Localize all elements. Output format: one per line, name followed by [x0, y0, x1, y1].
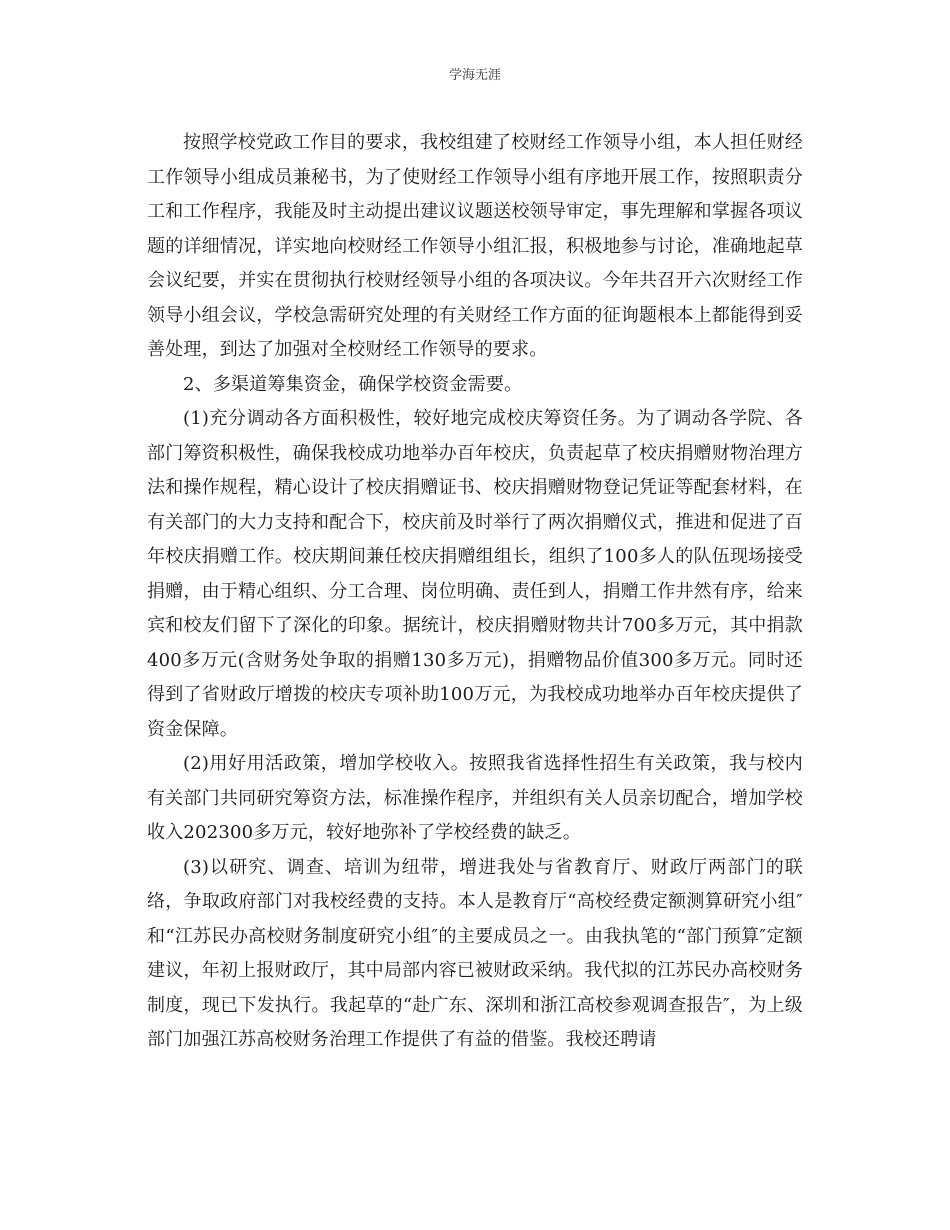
paragraph-anniversary-fundraising: (1)充分调动各方面积极性，较好地完成校庆筹资任务。为了调动各学院、各部门筹资积极性，确保我校成功地举办百年校庆，负责起草了校庆捐赠财物治理方法和操作规程，精心设计了校庆捐赠证书、校庆捐赠财物登记凭证等配套材料，在有关部门的大力支持和配合下，校庆前及时举行了两次捐赠仪式，推进和促进了百年校庆捐赠工作。校庆期间兼任校庆捐赠组组长，组织了100多人的队伍现场接受捐赠，由于精心组织、分工合理、岗位明确、责任到人，捐赠工作井然有序，给来宾和校友们留下了深化的印象。据统计，校庆捐赠财物共计700多万元，其中捐款400多万元(含财务处争取的捐赠130多万元)，捐赠物品价值300多万元。同时还得到了省财政厅增拨的校庆专项补助100万元，为我校成功地举办百年校庆提供了资金保障。: [147, 408, 803, 740]
paragraph-fundraising-heading: 2、多渠道筹集资金，确保学校资金需要。: [183, 373, 523, 395]
page-header: 学海无涯: [448, 68, 501, 83]
paragraph-research-liaison: (3)以研究、调查、培训为纽带，增进我处与省教育厅、财政厅两部门的联络，争取政府部门对我校经费的支持。本人是教育厅“高校经费定额测算研究小组″和“江苏民办高校财务制度研究小组″的主要成员之一。由我执笔的“部门预算″定额建议，年初上报财政厅，其中局部内容已被财政采纳。我代拟的江苏民办高校财务制度，现已下发执行。我起草的“赴广东、深圳和浙江高校参观调查报告″，为上级部门加强江苏高校财务治理工作提供了有益的借鉴。我校还聘请: [147, 856, 803, 1050]
paragraph-finance-group: 按照学校党政工作目的要求，我校组建了校财经工作领导小组，本人担任财经工作领导小组成员兼秘书，为了使财经工作领导小组有序地开展工作，按照职责分工和工作程序，我能及时主动提出建议议题送校领导审定，事先理解和掌握各项议题的详细情况，详实地向校财经工作领导小组汇报，积极地参与讨论，准确地起草会议纪要，并实在贯彻执行校财经领导小组的各项决议。今年共召开六次财经工作领导小组会议，学校急需研究处理的有关财经工作方面的征询题根本上都能得到妥善处理，到达了加强对全校财经工作领导的要求。: [147, 132, 803, 360]
document-body: [147, 126, 803, 1058]
paragraph-policy-income: (2)用好用活政策，增加学校收入。按照我省选择性招生有关政策，我与校内有关部门共同研究筹资方法，标准操作程序，并组织有关人员亲切配合，增加学校收入202300多万元，较好地弥补了学校经费的缺乏。: [147, 753, 803, 843]
